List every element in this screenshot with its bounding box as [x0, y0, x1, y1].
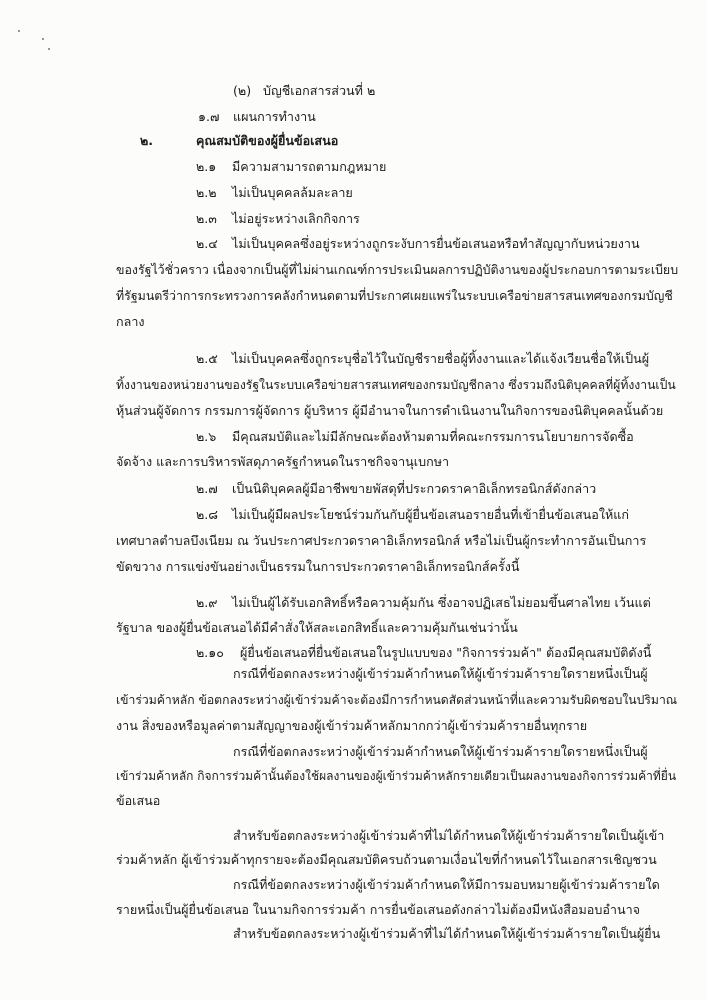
clause-2-10-case-1: กรณีที่ข้อตกลงระหว่างผู้เข้าร่วมค้ากำหนดให้ผู้เข้าร่วมค้ารายใดรายหนึ่งเป็นผู้: [233, 666, 648, 681]
clause-2-4: [196, 234, 640, 254]
clause-2-10-case-3-cont-1: ร่วมค้าหลัก ผู้เข้าร่วมค้าทุกรายจะต้องมีคุณสมบัติครบถ้วนตามเงื่อนไขที่กำหนดไว้ในเอกสารเชิญชวน: [116, 852, 657, 867]
clause-2-10-case-2: กรณีที่ข้อตกลงระหว่างผู้เข้าร่วมค้ากำหนดให้ผู้เข้าร่วมค้ารายใดรายหนึ่งเป็นผู้: [233, 744, 648, 759]
clause-text: ผู้ยื่นข้อเสนอที่ยื่นข้อเสนอในรูปแบบของ "กิจการร่วมค้า" ต้องมีคุณสมบัติดังนี้: [240, 645, 652, 660]
clause-2-10-case-3: สำหรับข้อตกลงระหว่างผู้เข้าร่วมค้าที่ไม่ได้กำหนดให้ผู้เข้าร่วมค้ารายใดเป็นผู้เข้า: [233, 828, 665, 843]
clause-number: ๒.๒: [196, 185, 217, 200]
section-number: ๒.: [140, 133, 154, 148]
clause-text: ไม่เป็นบุคคลซึ่งถูกระบุชื่อไว้ในบัญชีรายชื่อผู้ทิ้งงานและได้แจ้งเวียนชื่อให้เป็นผู้: [232, 351, 650, 366]
clause-2-10-case-2-cont-2: ข้อเสนอ: [116, 793, 161, 808]
clause-2-6-cont-1: จัดจ้าง และการบริหารพัสดุภาครัฐกำหนดในราชกิจจานุเบกษา: [116, 454, 450, 469]
clause-2-4-cont-2: ที่รัฐมนตรีว่าการกระทรวงการคลังกำหนดตามที่ประกาศเผยแพร่ในระบบเครือข่ายสารสนเทศของกรมบัญชี: [116, 288, 673, 303]
clause-2-1: [196, 157, 386, 177]
clause-number: ๒.๗: [196, 481, 218, 496]
list-item-1-7: [198, 107, 316, 127]
clause-number: ๒.๕: [196, 351, 218, 366]
clause-number: ๒.๓: [196, 211, 217, 226]
clause-2-8-cont-2: ขัดขวาง การแข่งขันอย่างเป็นธรรมในการประกวดราคาอิเล็กทรอนิกส์ครั้งนี้: [116, 559, 520, 574]
section-heading-qualifications: [140, 131, 338, 151]
clause-number: ๒.๑๐: [196, 645, 224, 660]
item-text: บัญชีเอกสารส่วนที่ ๒: [263, 83, 376, 98]
clause-2-7: [196, 479, 596, 499]
clause-2-4-cont-1: ของรัฐไว้ชั่วคราว เนื่องจากเป็นผู้ที่ไม่ผ่านเกณฑ์การประเมินผลการปฏิบัติงานของผู้ประกอบการตามระเบียบ: [116, 262, 679, 277]
scan-speck: [48, 48, 50, 50]
clause-2-2: [196, 183, 353, 203]
clause-number: ๒.๙: [196, 595, 218, 610]
clause-text: ไม่เป็นบุคคลล้มละลาย: [232, 185, 353, 200]
clause-text: ไม่เป็นบุคคลซึ่งอยู่ระหว่างถูกระงับการยื่นข้อเสนอหรือทำสัญญากับหน่วยงาน: [232, 236, 640, 251]
item-number: (๒): [233, 83, 252, 98]
clause-text: มีคุณสมบัติและไม่มีลักษณะต้องห้ามตามที่คณะกรรมการนโยบายการจัดซื้อ: [232, 429, 634, 444]
clause-2-9: [196, 593, 651, 613]
clause-2-8-cont-1: เทศบาลตำบลบึงเนียม ณ วันประกาศประกวดราคาอิเล็กทรอนิกส์ หรือไม่เป็นผู้กระทำการอันเป็นการ: [116, 533, 647, 548]
clause-number: ๒.๘: [196, 507, 219, 522]
clause-2-10-case-1-cont-2: งาน สิ่งของหรือมูลค่าตามสัญญาของผู้เข้าร่วมค้าหลักมากกว่าผู้เข้าร่วมค้ารายอื่นทุกราย: [116, 718, 588, 733]
clause-2-5: [196, 349, 649, 369]
clause-number: ๒.๖: [196, 429, 217, 444]
clause-text: เป็นนิติบุคคลผู้มีอาชีพขายพัสดุที่ประกวดราคาอิเล็กทรอนิกส์ดังกล่าว: [232, 481, 597, 496]
clause-2-10-case-4: กรณีที่ข้อตกลงระหว่างผู้เข้าร่วมค้ากำหนดให้มีการมอบหมายผู้เข้าร่วมค้ารายใด: [233, 877, 660, 892]
clause-2-5-cont-2: หุ้นส่วนผู้จัดการ กรรมการผู้จัดการ ผู้บริหาร ผู้มีอำนาจในการดำเนินงานในกิจการของนิติบุคคลนั้นด้วย: [116, 403, 664, 418]
list-item-attachment-part2: [233, 81, 375, 101]
clause-2-8: [196, 505, 629, 525]
clause-text: มีความสามารถตามกฎหมาย: [232, 159, 387, 174]
clause-2-10-case-1-cont-1: เข้าร่วมค้าหลัก ข้อตกลงระหว่างผู้เข้าร่วมค้าจะต้องมีการกำหนดสัดส่วนหน้าที่และความรับผิดชอบในปริมาณ: [116, 693, 678, 707]
clause-2-9-cont-1: รัฐบาล ของผู้ยื่นข้อเสนอได้มีคำสั่งให้สละเอกสิทธิ์และความคุ้มกันเช่นว่านั้น: [116, 620, 518, 635]
clause-text: ไม่เป็นผู้ได้รับเอกสิทธิ์หรือความคุ้มกัน ซึ่งอาจปฏิเสธไม่ยอมขึ้นศาลไทย เว้นแต่: [232, 595, 651, 610]
clause-2-10-case-2-cont-1: เข้าร่วมค้าหลัก กิจการร่วมค้านั้นต้องใช้ผลงานของผู้เข้าร่วมค้าหลักรายเดียวเป็นผลงานของกิจการร่วมค้าที่ยื่น: [116, 769, 677, 783]
section-title: คุณสมบัติของผู้ยื่นข้อเสนอ: [196, 133, 339, 148]
clause-text: ไม่เป็นผู้มีผลประโยชน์ร่วมกันกับผู้ยื่นข้อเสนอรายอื่นที่เข้ายื่นข้อเสนอให้แก่: [232, 507, 630, 522]
clause-text: ไม่อยู่ระหว่างเลิกกิจการ: [232, 211, 360, 226]
scan-speck: [18, 30, 20, 32]
clause-number: ๒.๑: [196, 159, 217, 174]
item-number: ๑.๗: [198, 109, 220, 124]
clause-number: ๒.๔: [196, 236, 218, 251]
clause-2-10-case-4-cont-1: รายหนึ่งเป็นผู้ยื่นข้อเสนอ ในนามกิจการร่วมค้า การยื่นข้อเสนอดังกล่าวไม่ต้องมีหนังสือมอบอำนาจ: [116, 902, 641, 917]
clause-2-3: [196, 209, 360, 229]
clause-2-5-cont-1: ทิ้งงานของหน่วยงานของรัฐในระบบเครือข่ายสารสนเทศของกรมบัญชีกลาง ซึ่งรวมถึงนิติบุคคลที่ผู้ทิ้งงานเป็น: [116, 378, 676, 392]
clause-2-10: [196, 643, 651, 663]
clause-2-6: [196, 427, 634, 447]
clause-2-4-cont-3: กลาง: [116, 314, 145, 329]
item-text: แผนการทำงาน: [233, 109, 316, 124]
scan-speck: [42, 38, 44, 40]
clause-2-10-case-5: สำหรับข้อตกลงระหว่างผู้เข้าร่วมค้าที่ไม่ได้กำหนดให้ผู้เข้าร่วมค้ารายใดเป็นผู้ยื่น: [233, 926, 661, 941]
